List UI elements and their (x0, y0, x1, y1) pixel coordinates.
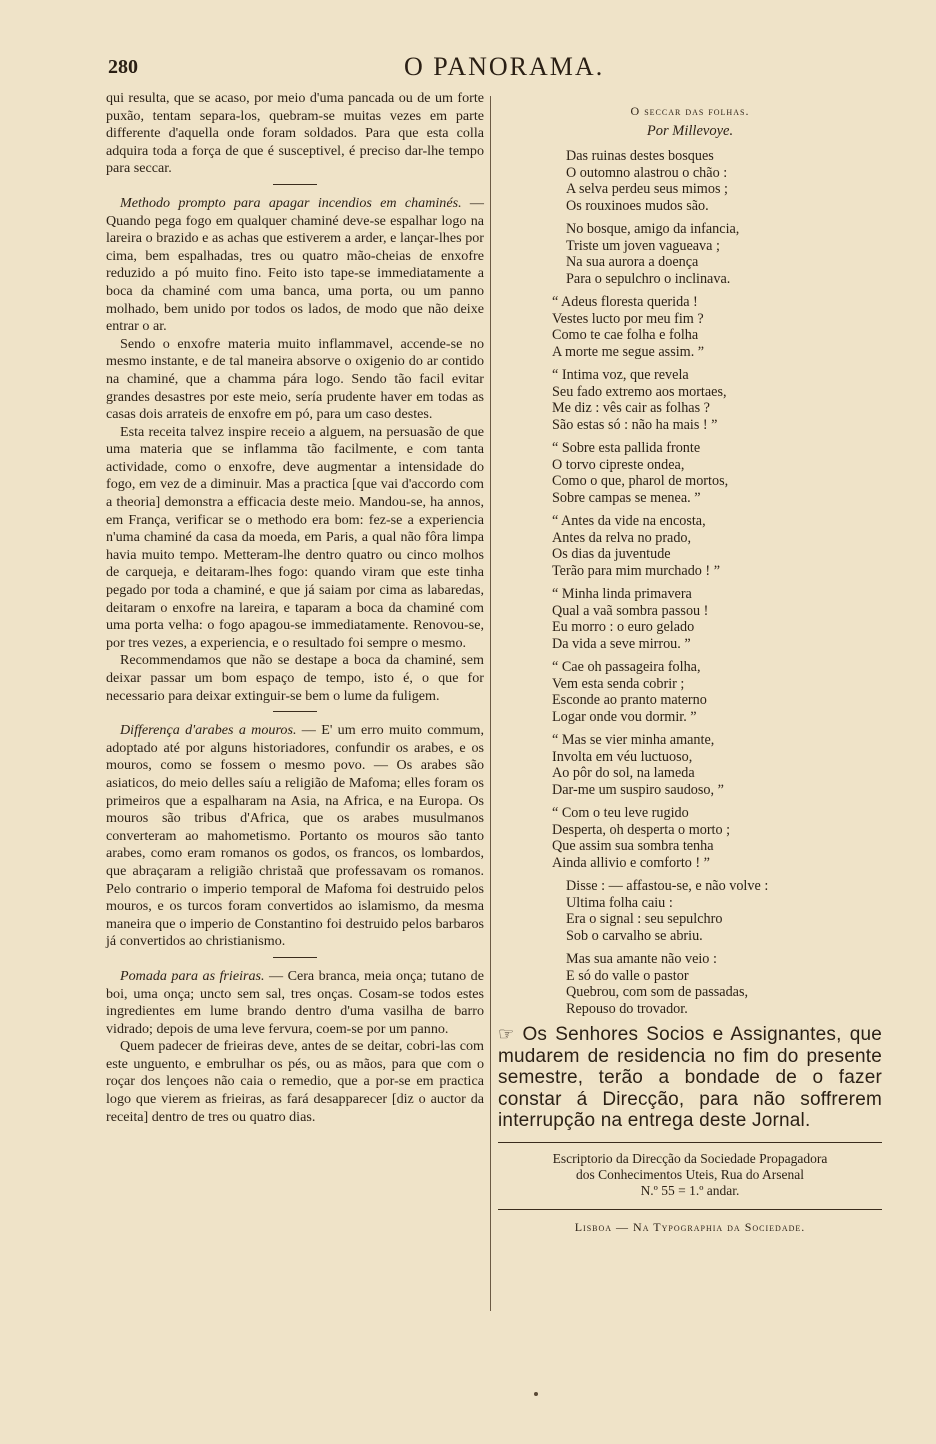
poem-author: Por Millevoye. (646, 123, 734, 139)
article-fire-paragraph-2: Sendo o enxofre materia muito inflammavel, accende-se no mesmo instante, e de tal maneira absorve o oxigenio do ar contido na chaminé, que a chamma pára logo. Sendo tão facil evitar grandes desastres por este meio, sería prudente haver em todas as casas dois arrateis de enxofre em pó, para um caso destes. (106, 335, 484, 423)
section-divider (273, 957, 317, 958)
poem-line: O outomno alastrou o chão : (566, 164, 728, 181)
pointing-hand-icon: ☞ (498, 1024, 515, 1044)
notice-divider (498, 1142, 882, 1143)
poem-line: Sobre campas se menea. ” (552, 489, 701, 506)
poem-line: Qual a vaã sombra passou ! (552, 602, 709, 619)
poem-line: Vem esta senda cobrir ; (552, 675, 685, 692)
poem-stanza (552, 659, 882, 725)
poem-line: E só do valle o pastor (566, 967, 689, 984)
poem-stanza (566, 221, 882, 287)
poem-stanza (566, 878, 882, 944)
poem-line: Terão para mim murchado ! ” (552, 562, 720, 579)
imprint-divider (498, 1209, 882, 1210)
poem-line: A morte me segue assim. ” (552, 343, 705, 360)
column-divider (490, 96, 491, 1311)
section-divider (273, 711, 317, 712)
poem-line: A selva perdeu seus mimos ; (566, 181, 728, 197)
page-number: 280 (108, 56, 138, 78)
poem-line: Mas sua amante não veio : (566, 951, 717, 967)
article-pomade-paragraph (106, 968, 484, 1038)
poem-line: Me diz : vês cair as folhas ? (552, 400, 710, 416)
poem-line: Na sua aurora a doença (566, 254, 699, 270)
article-fire-text: — Quando pega fogo em qualquer chaminé deve-se espalhar logo na lareira o brazido e as achas que estiverem a arder, e lançar-lhes por cima, bem espalhadas, tres ou quatro mão-cheias de enxofre reduzido a pó muito fino. Feito isto tape-se immediatamente a boca da chaminé com uma banca, uma porta, ou um panno molhado, bem unido por todos os lados, de modo que não deixe entrar o ar. (106, 194, 484, 335)
poem-line: Para o sepulchro o inclinava. (566, 270, 731, 287)
poem-line: Esconde ao pranto materno (552, 692, 707, 708)
poem-line: Quebrou, com som de passadas, (566, 984, 749, 1000)
article-pomade-title: Pomada para as frieiras. (120, 967, 265, 984)
poem-line: Das ruinas destes bosques (566, 148, 714, 164)
poem-stanza (566, 951, 882, 1017)
poem-line: No bosque, amigo da infancia, (566, 221, 740, 237)
poem-stanza (552, 732, 882, 798)
article-arabs-title: Differença d'arabes a mouros. (120, 722, 297, 739)
poem-line: “ Cae oh passageira folha, (552, 659, 701, 675)
poem-line: Disse : — affastou-se, e não volve : (566, 878, 769, 894)
poem-stanza (552, 440, 882, 506)
poem-stanza (552, 513, 882, 579)
poem-line: “ Minha linda primavera (552, 586, 692, 602)
poem-line: Da vida a seve mirrou. ” (552, 635, 691, 652)
poem-line: Ao pôr do sol, na lameda (552, 765, 695, 781)
poem-line: Ainda allivio e comforto ! ” (552, 854, 710, 871)
notice-text: Os Senhores Socios e Assignantes, que mudarem de residencia no fim do presente semestre, terão a bondade de o fazer constar á Direcção, para não soffrerem interrupção na entrega deste Jornal. (498, 1024, 882, 1131)
poem-stanza (566, 148, 882, 214)
article-fire-paragraph-4: Recommendamos que não se destape a boca da chaminé, sem deixar passar um bom espaço de tempo, isto é, o que for necessario para deixar extinguir-se bem o lume da fuligem. (106, 652, 484, 704)
right-column (498, 104, 882, 1235)
paragraph-continued: qui resulta, que se acaso, por meio d'uma pancada ou de um forte puxão, tentam separa-los, quebram-se muitas vezes em parte differente d'aquella onde foram soldados. Para que esta colla adquira toda a força de que é susceptivel, é preciso dar-lhe tempo para seccar. (106, 90, 484, 177)
poem-body (498, 148, 882, 1017)
poem-line: “ Sobre esta pallida fronte (552, 440, 701, 456)
poem-line: Vestes lucto por meu fim ? (552, 310, 704, 327)
subscribers-notice (498, 1024, 882, 1132)
section-divider (273, 184, 317, 185)
poem-line: Repouso do trovador. (566, 1000, 688, 1017)
imprint: Lisboa — Na Typographia da Sociedade. (574, 1219, 806, 1234)
poem-line: Que assim sua sombra tenha (552, 838, 714, 854)
poem-line: Ultima folha caiu : (566, 894, 673, 911)
poem-title: O seccar das folhas. (630, 104, 750, 118)
page-header (108, 52, 808, 88)
article-arabs-paragraph (106, 722, 484, 951)
poem-line: Sob o carvalho se abriu. (566, 927, 703, 944)
poem-line: Os dias da juventude (552, 546, 671, 562)
poem-line: Como o que, pharol de mortos, (552, 473, 729, 489)
ink-dot (534, 1392, 538, 1396)
poem-line: “ Adeus floresta querida ! (552, 294, 698, 310)
poem-stanza (552, 586, 882, 652)
poem-line: “ Mas se vier minha amante, (552, 732, 715, 748)
poem-stanza (552, 294, 882, 360)
poem-line: Seu fado extremo aos mortaes, (552, 383, 727, 400)
poem-line: Logar onde vou dormir. ” (552, 708, 697, 725)
left-column (106, 90, 484, 1126)
journal-title: O PANORAMA. (404, 52, 605, 81)
poem-line: “ Intima voz, que revela (552, 367, 689, 383)
article-fire-paragraph (106, 195, 484, 336)
poem-line: Como te cae folha e folha (552, 327, 699, 343)
poem-line: Dar-me um suspiro saudoso, ” (552, 781, 724, 798)
article-fire-paragraph-3: Esta receita talvez inspire receio a alguem, na persuasão de que uma materia que se inflamma tão facilmente, e com tanta actividade, como o enxofre, deve augmentar a intensidade do fogo, em vez de a diminuir. Mas a practica [que vai d'accordo com a theoria] demonstra a efficacia deste meio. Mandou-se, ha annos, em França, verificar se o methodo era bom: fez-se a experiencia n'uma chaminé da casa da moeda, em Paris, a qual não fôra limpa havia muito tempo. Metteram-lhe dentro quatro ou cinco molhos de carqueja, e deitaram-lhes fogo: quando viram que este tinha pegado por toda a chaminé, e que já saiam por cima as labaredas, deitaram o enxofre na lareira, e taparam a boca da chaminé com uma porta velha: o fogo apagou-se immediatamente. Renovou-se, por tres vezes, a experiencia, e o resultado foi sempre o mesmo. (106, 423, 484, 651)
poem-stanza (552, 805, 882, 871)
address-line: Escriptorio da Direcção da Sociedade Propagadora (552, 1150, 828, 1166)
article-fire-title: Methodo prompto para apagar incendios em chaminés. (120, 194, 462, 211)
article-pomade-paragraph-2: Quem padecer de frieiras deve, antes de se deitar, cobri-las com este unguento, e embrulhar os pés, ou as mãos, para que com o roçar dos lençoes não caia o remedio, que a por-se em practica logo que vierem as frieiras, as fará desapparecer [diz o auctor da receita] dentro de tres ou quatro dias. (106, 1038, 484, 1125)
poem-line: Desperta, oh desperta o morto ; (552, 821, 731, 838)
poem-line: Era o signal : seu sepulchro (566, 911, 723, 927)
office-address (498, 1151, 882, 1199)
poem-line: Eu morro : o euro gelado (552, 619, 695, 635)
poem-line: Os rouxinoes mudos são. (566, 197, 709, 214)
poem-line: Involta em véu luctuoso, (552, 748, 693, 765)
poem-line: Antes da relva no prado, (552, 529, 692, 546)
poem-stanza (552, 367, 882, 433)
article-arabs-text: — E' um erro muito commum, adoptado até por alguns historiadores, confundir os arabes, e os mouros, como se fossem o mesmo povo. — Os arabes são asiaticos, do meio delles saíu a religião de Mafoma; elles foram os primeiros que a espalharam na Asia, na Africa, e na Europa. Os mouros são tribus d'Africa, que os arabes musulmanos converteram ao mahometismo. Portanto os mouros são tanto arabes, como eram romanos os godos, os francos, os lombardos, que abraçaram a religião christaã que professavam os romanos. Pelo contrario o imperio temporal de Mafoma foi destruido pelos mouros, e os turcos foram convertidos ao islamismo, da mesma maneira que o imperio de Constantino foi destruido pelos barbaros já convertidos ao christianismo. (106, 722, 484, 950)
article-pomade-text: — Cera branca, meia onça; tutano de boi, uma onça; uncto sem sal, tres onças. Cosam-se todos estes ingredientes em lume brando dentro d'uma vasilha de barro vidrado; depois de uma leve fervura, coem-se por um panno. (106, 967, 484, 1037)
address-line: N.º 55 = 1.º andar. (640, 1182, 740, 1198)
poem-line: O torvo cipreste ondea, (552, 456, 685, 473)
poem-line: “ Antes da vide na encosta, (552, 513, 706, 529)
poem-line: São estas só : não ha mais ! ” (552, 416, 718, 433)
address-line: dos Conhecimentos Uteis, Rua do Arsenal (576, 1166, 804, 1182)
poem-line: Triste um joven vagueava ; (566, 237, 720, 254)
poem-line: “ Com o teu leve rugido (552, 805, 689, 821)
